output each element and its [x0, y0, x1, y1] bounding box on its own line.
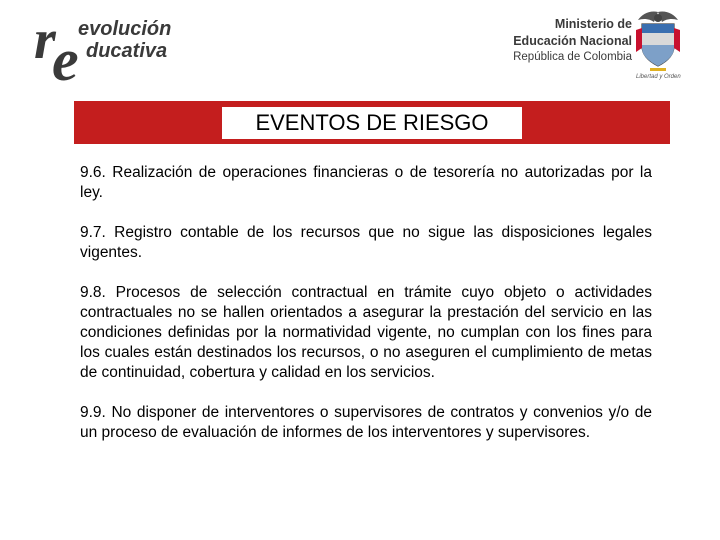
- page-title: EVENTOS DE RIESGO: [255, 109, 489, 135]
- paragraph-9-7: 9.7. Registro contable de los recursos que no sigue las disposiciones legales vigentes.: [80, 224, 652, 261]
- revolucion-educativa-logo: [34, 9, 194, 93]
- title-box: [222, 107, 522, 139]
- logo-word-revolucion: evolución: [78, 18, 172, 40]
- logo-letter-e: e: [52, 27, 79, 93]
- ministry-line-3: República de Colombia: [513, 51, 632, 63]
- paragraph-9-8: 9.8. Procesos de selección contractual en trámite cuyo objeto o actividades contractuales no se hallen orientados a asegurar la prestación del servicio en las condiciones definidas por la normatividad vigente, no cumplan con los fines para los cuales están destinados los recursos, o no aseguren el cumplimiento de metas de continuidad, cobertura y calidad en los servicios.: [80, 284, 652, 381]
- paragraph-9-6: 9.6. Realización de operaciones financieras o de tesorería no autorizadas por la ley.: [80, 164, 652, 201]
- logo-word-educativa: ducativa: [86, 40, 168, 62]
- paragraph-9-9: 9.9. No disponer de interventores o supervisores de contratos y convenios y/o de un proceso de evaluación de informes de los interventores y supervisores.: [80, 404, 652, 441]
- ministry-motto: Libertad y Orden: [636, 74, 681, 80]
- colombia-coat-of-arms-icon: [632, 8, 684, 72]
- ministry-line-1: Ministerio de: [554, 17, 632, 31]
- ministry-label: [498, 16, 632, 92]
- title-banner: [74, 101, 670, 144]
- ministry-line-2: Educación Nacional: [513, 34, 632, 48]
- logo-letter-r: r: [34, 9, 56, 71]
- risk-events-list: [80, 163, 652, 463]
